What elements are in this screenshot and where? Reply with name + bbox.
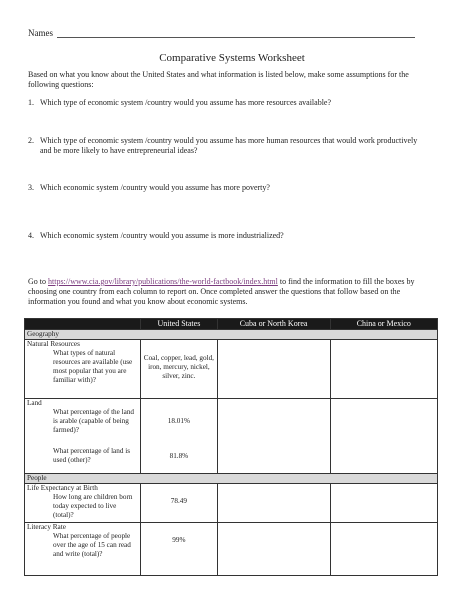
question-3	[28, 183, 428, 193]
cell-united-states[interactable]	[141, 523, 217, 576]
question-number: 3.	[28, 183, 34, 192]
section-label: People	[25, 474, 438, 484]
row-label: Literacy Rate	[27, 523, 66, 531]
cell-united-states[interactable]	[141, 340, 217, 399]
header-united-states: United States	[141, 319, 217, 330]
section-row-geography	[25, 330, 438, 340]
row-question: What types of natural resources are available (use most popular that you are familiar with)?	[53, 349, 133, 384]
names-label: Names	[28, 28, 53, 38]
page-title: Comparative Systems Worksheet	[159, 52, 305, 64]
table-row	[25, 399, 438, 474]
question-1	[28, 98, 428, 108]
cell-value: 78.49	[170, 497, 187, 505]
instructions-suffix: to find the information to fill the boxes by choosing one country from each column to report on. Once completed answer the questions that follow based on the information you found and what you know about economic systems.	[28, 277, 415, 306]
cell-cuba-north-korea[interactable]	[217, 523, 330, 576]
cell-china-mexico[interactable]	[330, 523, 437, 576]
question-text: Which economic system /country would you assume has more poverty?	[40, 183, 270, 192]
table-header-row	[25, 319, 438, 330]
cell-value: 99%	[172, 536, 186, 544]
instructions-text	[28, 277, 438, 307]
cell-value: 81.8%	[169, 452, 189, 460]
table-row	[25, 484, 438, 523]
row-label-cell	[25, 340, 141, 399]
cell-cuba-north-korea[interactable]	[217, 340, 330, 399]
section-row-people	[25, 474, 438, 484]
names-field	[28, 28, 415, 38]
cell-united-states[interactable]	[141, 399, 217, 474]
question-4	[28, 231, 428, 241]
row-label-cell	[25, 399, 141, 474]
question-text: Which type of economic system /country would you assume has more resources available?	[40, 98, 332, 107]
header-china-mexico: China or Mexico	[330, 319, 437, 330]
section-label: Geography	[25, 330, 438, 340]
cell-value: 18.01%	[167, 417, 190, 425]
cell-cuba-north-korea[interactable]	[217, 484, 330, 523]
question-text: Which economic system /country would you assume is more industrialized?	[40, 231, 284, 240]
row-label: Natural Resources	[27, 340, 80, 348]
row-label-cell	[25, 484, 141, 523]
cell-value: Coal, copper, lead, gold, iron, mercury, nickel, silver, zinc.	[143, 354, 214, 380]
header-cuba-north-korea: Cuba or North Korea	[217, 319, 330, 330]
row-question: What percentage of land is used (other)?	[53, 447, 131, 464]
data-table	[24, 318, 438, 576]
row-label-cell	[25, 523, 141, 576]
cell-china-mexico[interactable]	[330, 399, 437, 474]
names-line[interactable]	[57, 29, 415, 38]
cell-china-mexico[interactable]	[330, 340, 437, 399]
row-question: How long are children born today expected to live (total)?	[53, 493, 133, 519]
row-question: What percentage of people over the age of 15 can read and write (total)?	[53, 532, 131, 558]
question-number: 2.	[28, 136, 34, 145]
cell-china-mexico[interactable]	[330, 484, 437, 523]
instructions-prefix: Go to	[28, 277, 48, 286]
question-text: Which type of economic system /country would you assume has more human resources that would work productively and be more likely to have entrepreneurial ideas?	[40, 136, 418, 155]
table-row	[25, 523, 438, 576]
question-number: 4.	[28, 231, 34, 240]
cell-cuba-north-korea[interactable]	[217, 399, 330, 474]
question-2	[28, 136, 428, 156]
cell-united-states[interactable]	[141, 484, 217, 523]
row-question: What percentage of the land is arable (capable of being farmed)?	[53, 408, 135, 434]
row-label: Land	[27, 399, 42, 407]
intro-text: Based on what you know about the United States and what information is listed below, make some assumptions for the following questions:	[28, 70, 409, 89]
factbook-link[interactable]: https://www.cia.gov/library/publications/the-world-factbook/index.html	[48, 277, 278, 286]
question-number: 1.	[28, 98, 34, 107]
header-blank	[25, 319, 141, 330]
row-label: Life Expectancy at Birth	[27, 484, 98, 492]
table-row	[25, 340, 438, 399]
